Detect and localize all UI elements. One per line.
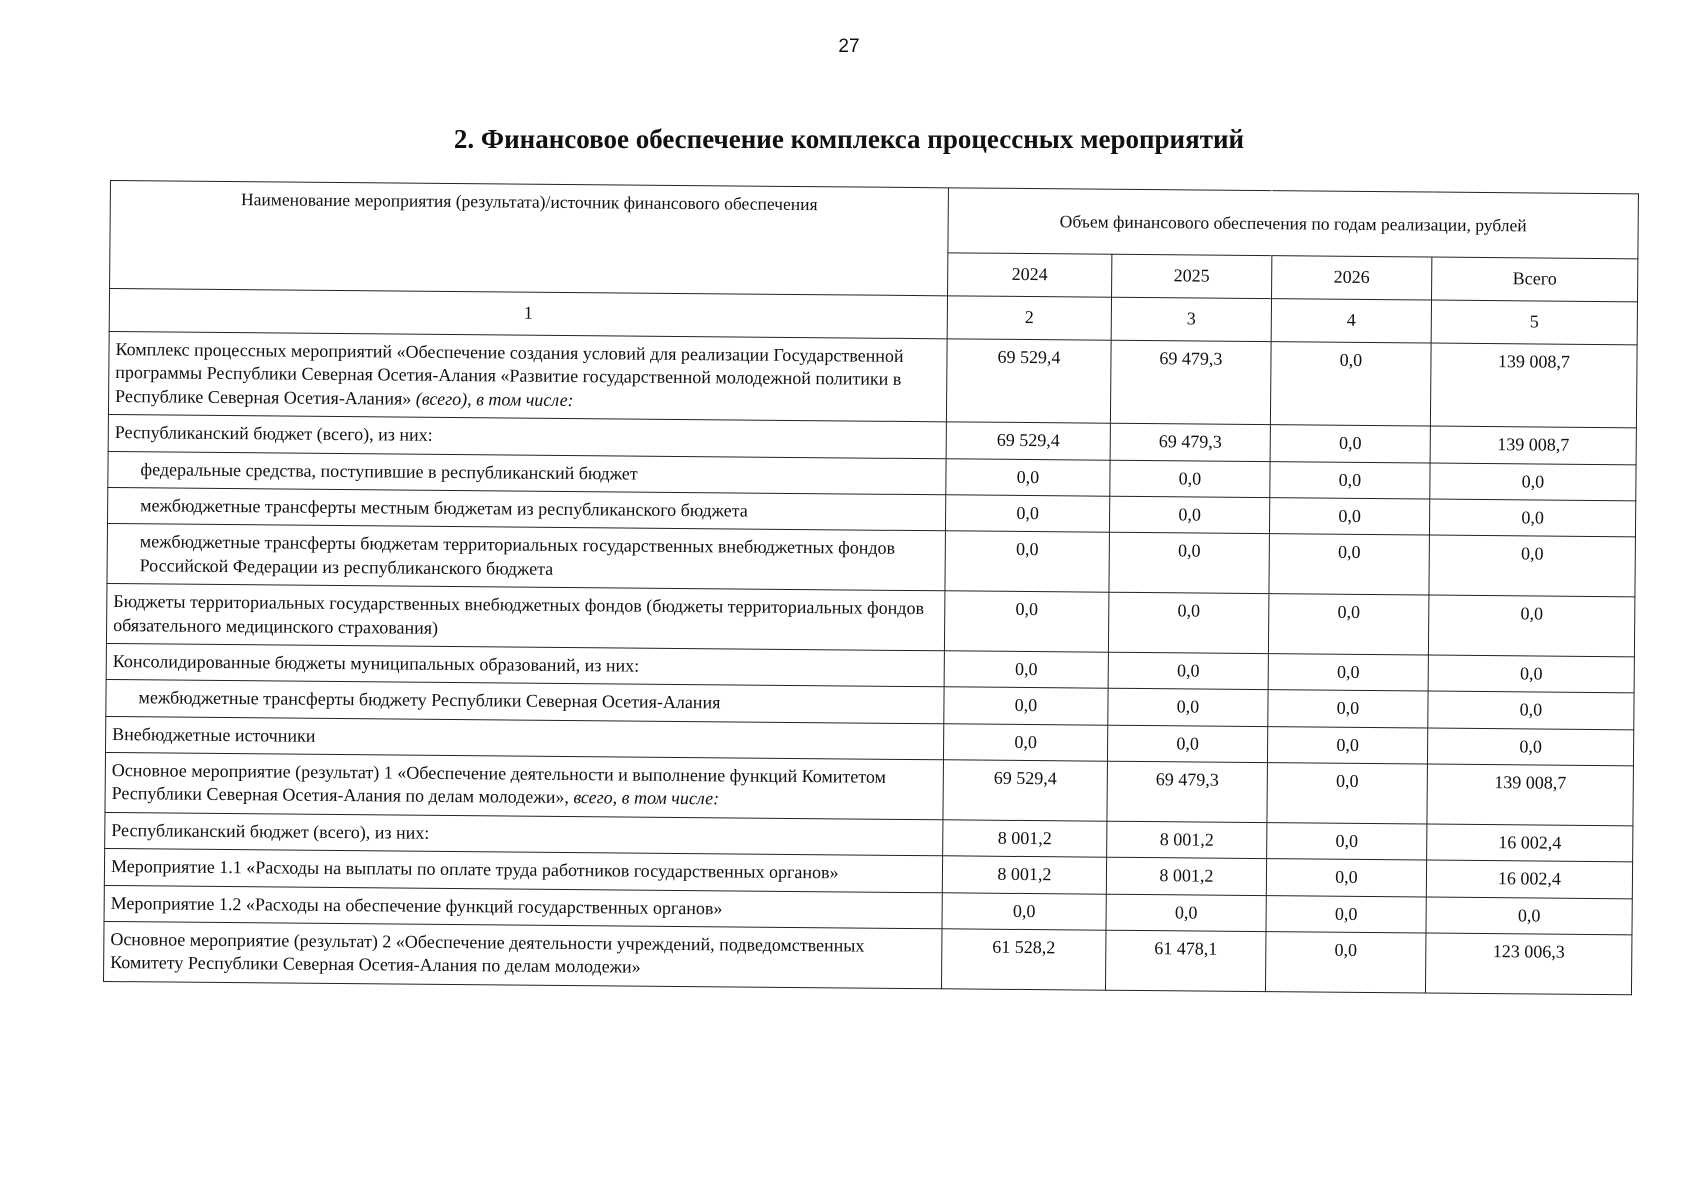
- value-total: 0,0: [1428, 595, 1635, 657]
- value-2024: 0,0: [944, 687, 1108, 725]
- value-2025: 0,0: [1110, 460, 1270, 498]
- value-2025: 0,0: [1108, 652, 1268, 690]
- row-name-suffix: всего, в том числе:: [573, 787, 720, 809]
- value-2024: 0,0: [942, 892, 1106, 930]
- value-2026: 0,0: [1267, 822, 1427, 860]
- value-2025: 0,0: [1107, 725, 1267, 763]
- value-2026: 0,0: [1266, 859, 1426, 897]
- value-2025: 8 001,2: [1106, 857, 1266, 895]
- value-2024: 61 528,2: [941, 929, 1106, 990]
- row-name: [104, 922, 942, 989]
- row-name-text: Внебюджетные источники: [112, 723, 316, 746]
- value-total: 0,0: [1429, 499, 1635, 537]
- row-name-text: Консолидированные бюджеты муниципальных образований, из них:: [112, 650, 640, 676]
- value-2024: 0,0: [945, 495, 1109, 533]
- value-2026: 0,0: [1270, 342, 1431, 427]
- value-2025: 69 479,3: [1107, 761, 1268, 822]
- value-2026: 0,0: [1269, 534, 1430, 595]
- value-2025: 0,0: [1109, 533, 1270, 594]
- year-2025: 2025: [1112, 254, 1272, 298]
- value-2025: 69 479,3: [1110, 340, 1271, 425]
- row-name: [108, 331, 947, 421]
- value-2024: 0,0: [944, 651, 1108, 689]
- row-name-text: межбюджетные трансферты местным бюджетам из республиканского бюджета: [140, 495, 748, 521]
- column-number: 2: [947, 296, 1111, 340]
- value-total: 0,0: [1426, 897, 1632, 935]
- value-total: 16 002,4: [1426, 860, 1632, 898]
- column-number: 5: [1431, 300, 1637, 345]
- value-total: 0,0: [1428, 655, 1634, 693]
- header-name-column: Наименование мероприятия (результата)/источник финансового обеспечения: [110, 181, 949, 296]
- value-2025: 61 478,1: [1105, 930, 1266, 991]
- row-name-text: федеральные средства, поступившие в республиканский бюджет: [140, 458, 638, 484]
- value-total: 123 006,3: [1425, 933, 1632, 995]
- header-volume-column: Объем финансового обеспечения по годам реализации, рублей: [948, 188, 1639, 259]
- row-name-text: Бюджеты территориальных государственных внебюджетных фондов (бюджеты территориальных фондов обязательного медицинского страхования): [113, 591, 925, 638]
- row-name-text: Мероприятие 1.2 «Расходы на обеспечение функций государственных органов»: [110, 892, 723, 919]
- document-title: 2. Финансовое обеспечение комплекса процессных мероприятий: [453, 124, 1245, 154]
- value-total: 0,0: [1430, 463, 1636, 501]
- value-2025: 0,0: [1106, 894, 1266, 932]
- value-2024: 8 001,2: [942, 856, 1106, 894]
- value-total: 16 002,4: [1427, 824, 1633, 862]
- value-2026: 0,0: [1268, 690, 1428, 728]
- value-2025: 0,0: [1108, 689, 1268, 727]
- value-2026: 0,0: [1270, 425, 1430, 463]
- row-name: [107, 524, 945, 591]
- row-name: [105, 753, 943, 820]
- value-2026: 0,0: [1268, 594, 1429, 655]
- value-2024: 8 001,2: [943, 820, 1107, 858]
- value-2026: 0,0: [1268, 654, 1428, 692]
- value-total: 0,0: [1429, 535, 1636, 597]
- row-name-suffix: (всего), в том числе:: [415, 388, 574, 410]
- value-2025: 69 479,3: [1110, 423, 1270, 461]
- value-total: 0,0: [1427, 728, 1633, 766]
- value-2026: 0,0: [1269, 498, 1429, 536]
- value-2026: 0,0: [1265, 932, 1426, 993]
- row-name-text: Основное мероприятие (результат) 2 «Обеспечение деятельности учреждений, подведомственных Комитету Республики Северная Осетия-Алания по делам молодежи»: [110, 929, 865, 978]
- value-total: 139 008,7: [1430, 426, 1636, 464]
- column-number: 1: [109, 289, 947, 339]
- page-number: 27: [838, 36, 860, 57]
- value-2025: 0,0: [1109, 496, 1269, 534]
- value-2024: 69 529,4: [946, 422, 1110, 460]
- table-body: [104, 331, 1638, 994]
- column-number: 4: [1271, 299, 1431, 343]
- row-name-text: Республиканский бюджет (всего), из них:: [114, 422, 433, 445]
- year-2026: 2026: [1272, 256, 1432, 300]
- table-row: [104, 922, 1633, 995]
- row-name-text: межбюджетные трансферты бюджетам территориальных государственных внебюджетных фондов Российской Федерации из республиканского бюджета: [139, 531, 896, 579]
- table-header: [109, 181, 1638, 345]
- value-total: 139 008,7: [1430, 343, 1637, 428]
- value-2024: 0,0: [946, 458, 1110, 496]
- year-2024: 2024: [948, 253, 1112, 297]
- value-2026: 0,0: [1270, 461, 1430, 499]
- row-name-text: Комплекс процессных мероприятий «Обеспечение создания условий для реализации Государственной программы Республики Северная Осетия-Алания «Развитие государственной молодежной политики в Республике Северная Осетия-Алания»: [115, 339, 904, 409]
- value-2024: 69 529,4: [943, 760, 1108, 821]
- value-2024: 0,0: [943, 723, 1107, 761]
- row-name-text: Республиканский бюджет (всего), из них:: [111, 819, 430, 843]
- column-number: 3: [1111, 297, 1271, 341]
- row-name-text: межбюджетные трансферты бюджету Республики Северная Осетия-Алания: [138, 687, 721, 713]
- header-row: [110, 181, 1639, 259]
- value-2024: 0,0: [945, 531, 1110, 592]
- value-2026: 0,0: [1267, 726, 1427, 764]
- table-row: [108, 331, 1637, 428]
- value-2024: 69 529,4: [946, 339, 1111, 424]
- row-name-text: Мероприятие 1.1 «Расходы на выплаты по оплате труда работников государственных органов»: [110, 856, 839, 883]
- year-total: Всего: [1432, 257, 1638, 302]
- financing-table: [103, 180, 1639, 995]
- value-2026: 0,0: [1266, 895, 1426, 933]
- row-name: [106, 584, 944, 651]
- row-name-text: Основное мероприятие (результат) 1 «Обеспечение деятельности и выполнение функций Комитетом Республики Северная Осетия-Алания по делам молодежи»,: [111, 760, 887, 808]
- value-2025: 0,0: [1108, 592, 1269, 653]
- value-total: 139 008,7: [1427, 764, 1634, 826]
- value-2026: 0,0: [1267, 763, 1428, 824]
- value-2024: 0,0: [944, 591, 1109, 652]
- value-2025: 8 001,2: [1107, 821, 1267, 859]
- value-total: 0,0: [1428, 691, 1634, 729]
